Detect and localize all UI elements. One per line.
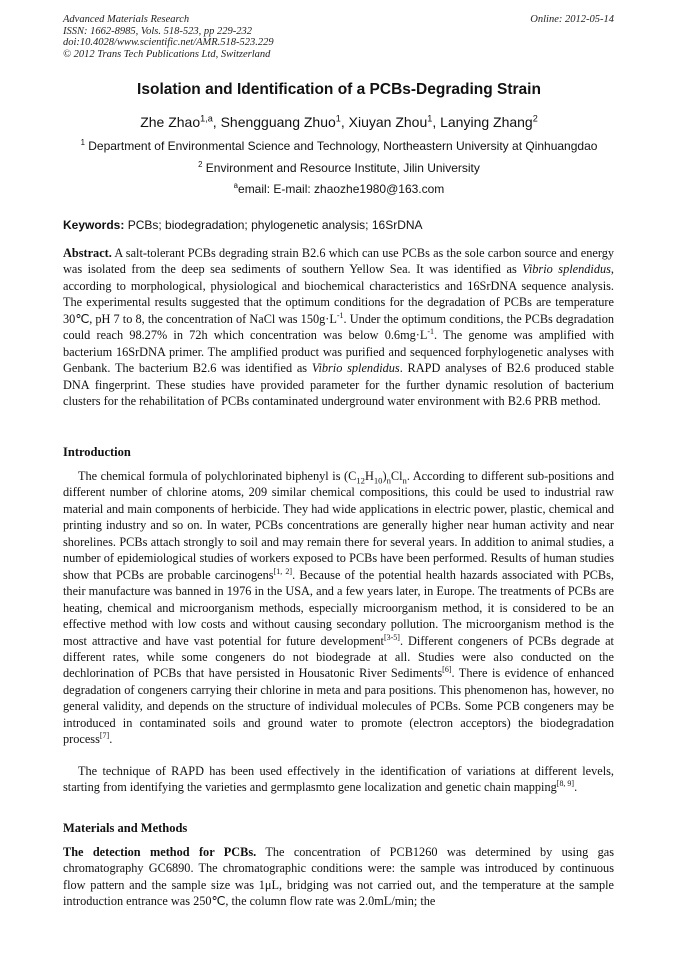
citation: [6] [442,665,452,675]
body-text: . Different congeners of PCBs degrade at different rates, while some congeners do not biodegrade at all. Studies were also conducted on the dechlorination of PCBs that have persisted in Housatonic River Sediments [63,633,614,681]
issn-line: ISSN: 1662-8985, Vols. 518-523, pp 229-232 [63,25,252,37]
body-text: The concentration of PCB1260 was determined by using gas chromatography GC6890. The chromatographic conditions were: the sample was introduced by continuous flow pattern and the sample size was 1μL, bridging was not carried out, and the temperature at the sample introduction entrance was 250℃, the column flow rate was 2.0mL/min; the [63,845,614,909]
abstract-text: A salt-tolerant PCBs degrading strain B2.6 which can use PCBs as the sole carbon source and energy was isolated from the deep sea sediments of southern Yellow Sea. It was identified as [63,246,614,277]
body-text: . [574,780,578,795]
body-text: . According to different sub-positions and different number of chlorine atoms, 209 similar chemical compositions, this could be used to industrial raw material and main components of herbicide. They had wide applications in electric power, plastic, chemical and printing industry and so on. In water, PCBs concentrations are generally higher near human activity and near shorelines. PCBs attach strongly to soil and may remain there for several years. In addition to animal studies, a number of epidemiological studies of workers exposed to PCBs have been performed. Results of human studies show that PCBs are probable carcinogens [63,469,614,582]
keywords-label: Keywords: [63,218,125,232]
keywords-text: PCBs; biodegradation; phylogenetic analysis; 16SrDNA [124,218,423,232]
species-name: Vibrio splendidus [311,361,400,376]
author-affiliation-mark: 2 [532,113,538,124]
citation: [1, 2] [273,566,293,576]
author-list [0,114,678,130]
body-text: . There is evidence of enhanced degradation of congeners carrying their chlorine in meta and para positions. This phenomenon has, however, no general validity, and depends on the structure of individual molecules of PCBs. Some PCB congeners may be introduced in contaminated soils and ground water to promote (electron acceptors) the biodegradation process [63,666,614,747]
body-text: Cl [390,469,403,483]
subsection-label: The detection method for PCBs. [63,845,257,859]
journal-name: Advanced Materials Research [63,14,190,25]
author-separator: , [212,114,221,130]
email-text: email: E-mail: zhaozhe1980@163.com [238,182,445,196]
online-date: Online: 2012-05-14 [530,14,614,25]
affiliation-1 [0,139,678,153]
unit-exponent: -1 [427,327,435,337]
journal-header [63,14,614,60]
doi-line: doi:10.4028/www.scientific.net/AMR.518-523.229 [63,37,274,48]
citation: [3-5] [383,632,400,642]
affiliation-mark: 2 [198,160,203,169]
author-separator: , [340,114,349,130]
body-text: ) [382,469,387,483]
formula-subscript: 12 [356,475,365,486]
citation: [8, 9] [556,779,575,789]
intro-paragraph-2 [63,763,614,796]
affiliation-text: Department of Environmental Science and Technology, Northeastern University at Qinhuangdao [84,139,598,153]
affiliation-text: Environment and Resource Institute, Jilin University [202,161,480,175]
body-text: The technique of RAPD has been used effectively in the identification of variations at different levels, starting from identifying the varieties and germplasmto gene localization and genetic chain mapping [63,764,614,795]
section-heading-introduction: Introduction [63,445,131,459]
body-text: . [109,732,113,747]
body-text: The chemical formula of polychlorinated biphenyl is (C [78,469,357,483]
author-name: Xiuyan Zhou [348,114,428,130]
unit-exponent: -1 [336,310,344,320]
author-affiliation-mark: 1 [427,113,433,124]
author-email [0,182,678,196]
citation: [7] [99,731,110,741]
abstract-text: . The genome was amplified with bacterium 16SrDNA primer. The amplified product was purified and sequenced forphylogenetic analyses with Genbank. The bacterium B2.6 was identified as [63,328,614,376]
body-text: H [364,469,374,483]
methods-paragraph [63,844,614,910]
abstract [63,245,614,410]
abstract-text: . Under the optimum conditions, the PCBs degradation could reach 98.27% in 72h which concentration was below 0.6mg·L [63,311,614,343]
author-name: Zhe Zhao [140,114,201,130]
abstract-text: . RAPD analyses of B2.6 produced stable DNA fingerprint. These studies have provided parameter for the further dynamic resolution of bacterium clusters for the rehabilitation of PCBs contaminated underground water environment with B2.6 PRB method. [63,361,615,409]
author-name: Lanying Zhang [440,114,533,130]
formula-subscript: n [386,475,391,486]
affiliation-2 [0,161,678,175]
author-affiliation-mark: 1 [335,113,341,124]
author-name: Shengguang Zhuo [220,114,336,130]
author-affiliation-mark: 1,a [200,113,213,124]
paper-title: Isolation and Identification of a PCBs-Degrading Strain [137,81,541,98]
copyright-line: © 2012 Trans Tech Publications Ltd, Switzerland [63,48,271,60]
section-heading-methods: Materials and Methods [63,821,188,835]
formula-subscript: n [402,475,407,486]
body-text: . Because of the potential health hazards associated with PCBs, their manufacture was banned in 1976 in the USA, and a few years later, in Europe. The treatments of PCBs are heating, chemical and microorganism methods, especially microorganism method, it is considered to be an effective method with low costs and without causing secondary pollution. The microorganism method is the most attractive and have vast potential for future development [63,567,614,648]
intro-paragraph-1 [63,468,614,748]
author-separator: , [432,114,441,130]
formula-subscript: 10 [373,475,383,486]
affiliation-mark: 1 [80,138,85,147]
abstract-label: Abstract. [63,246,112,260]
abstract-text: , according to morphological, physiological and biochemical characteristics and 16SrDNA sequence analysis. The experimental results suggested that the optimum conditions for the degradation of PCBs are temperature 30℃, pH 7 to 8, the concentration of NaCl was 150g·L [63,262,614,326]
email-mark: a [233,181,239,190]
species-name: Vibrio splendidus [522,262,611,277]
keywords [63,218,623,232]
